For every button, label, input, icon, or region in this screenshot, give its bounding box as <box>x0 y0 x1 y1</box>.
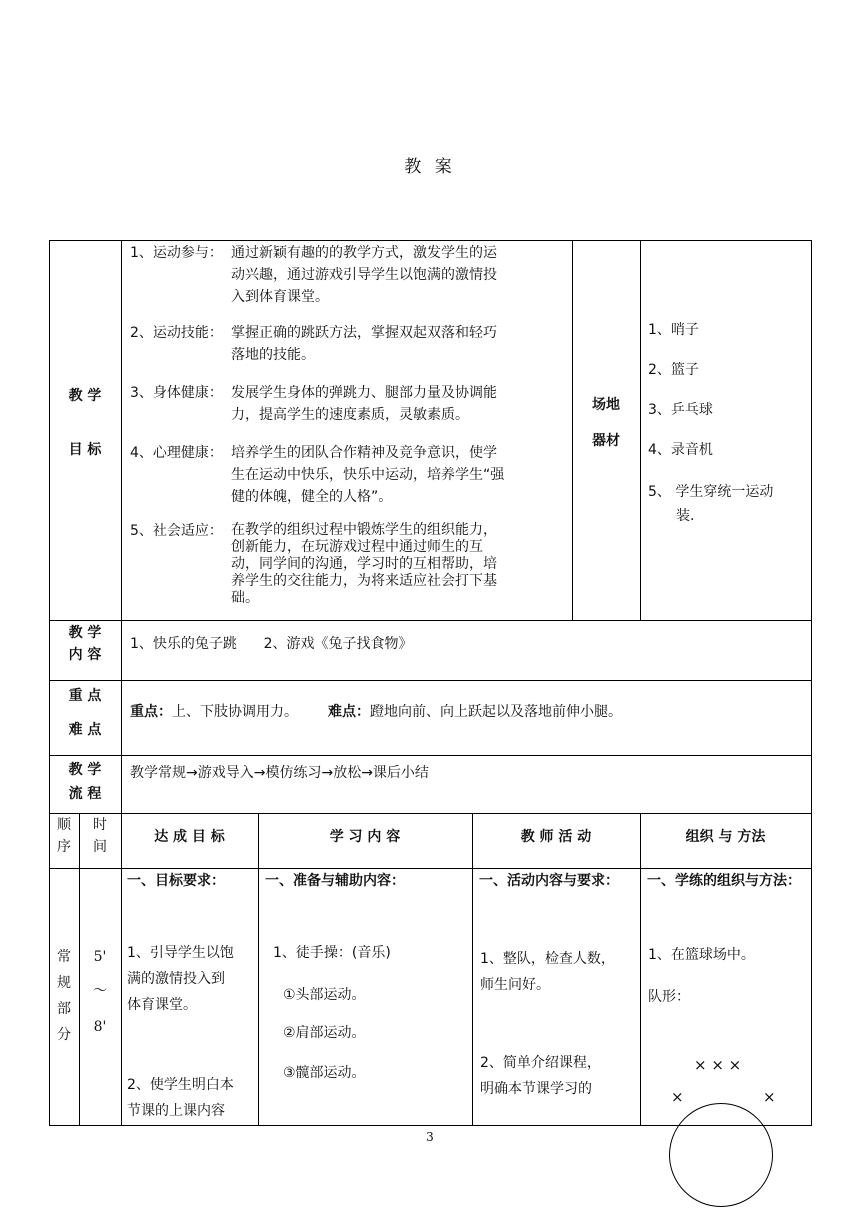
venue-item: 3、乒乓球 <box>648 402 713 418</box>
formation-circle <box>669 1103 773 1207</box>
venue-item: 4、录音机 <box>648 442 713 458</box>
objective-3-text: 发展学生身体的弹跳力、腿部力量及协调能 力，提高学生的速度素质，灵敏素质。 <box>231 385 497 423</box>
objective-1-text: 通过新颖有趣的的教学方式，激发学生的运 动兴趣，通过游戏引导学生以饱满的激情投 入到体育课堂。 <box>231 245 497 305</box>
venue-item: 1、哨子 <box>648 322 699 338</box>
formation-mark-left: × <box>671 1088 684 1106</box>
page-title: 教 案 <box>404 157 456 177</box>
header-org: 组织 与 方法 <box>685 829 766 845</box>
header-goals: 达 成 目 标 <box>154 829 225 845</box>
flow-text: 教学常规→游戏导入→模仿练习→放松→课后小结 <box>130 765 429 781</box>
objective-4-text: 培养学生的团队合作精神及竞争意识，使学 生在运动中快乐，快乐中运动，培养学生“强 健的体魄，健全的人格”。 <box>231 445 505 505</box>
header-study: 学 习 内 容 <box>329 829 401 845</box>
venue-item: 2、篮子 <box>648 362 699 378</box>
venue-item: 5、 学生穿统一运动 <box>648 484 774 500</box>
formation-marks: × × × <box>694 1056 742 1074</box>
formation-mark-right: × <box>763 1088 776 1106</box>
venue-item: 装. <box>676 508 695 524</box>
header-teacher: 教 师 活 动 <box>520 829 592 845</box>
objective-2-text: 掌握正确的跳跃方法，掌握双起双落和轻巧 落地的技能。 <box>231 325 497 363</box>
page-number: 3 <box>426 1130 434 1144</box>
key-points-text: 重点：上、下肢协调用力。 难点：蹬地向前、向上跃起以及落地前伸小腿。 <box>130 704 622 720</box>
content-text: 1、快乐的兔子跳 2、游戏《兔子找食物》 <box>130 636 413 652</box>
objective-5-text: 在教学的组织过程中锻炼学生的组织能力， 创新能力，在玩游戏过程中通过师生的互 动，同学间的沟通，学习时的互相帮助，培 养学生的交往能力，为将来适应社会打下基 础。 <box>231 522 497 606</box>
